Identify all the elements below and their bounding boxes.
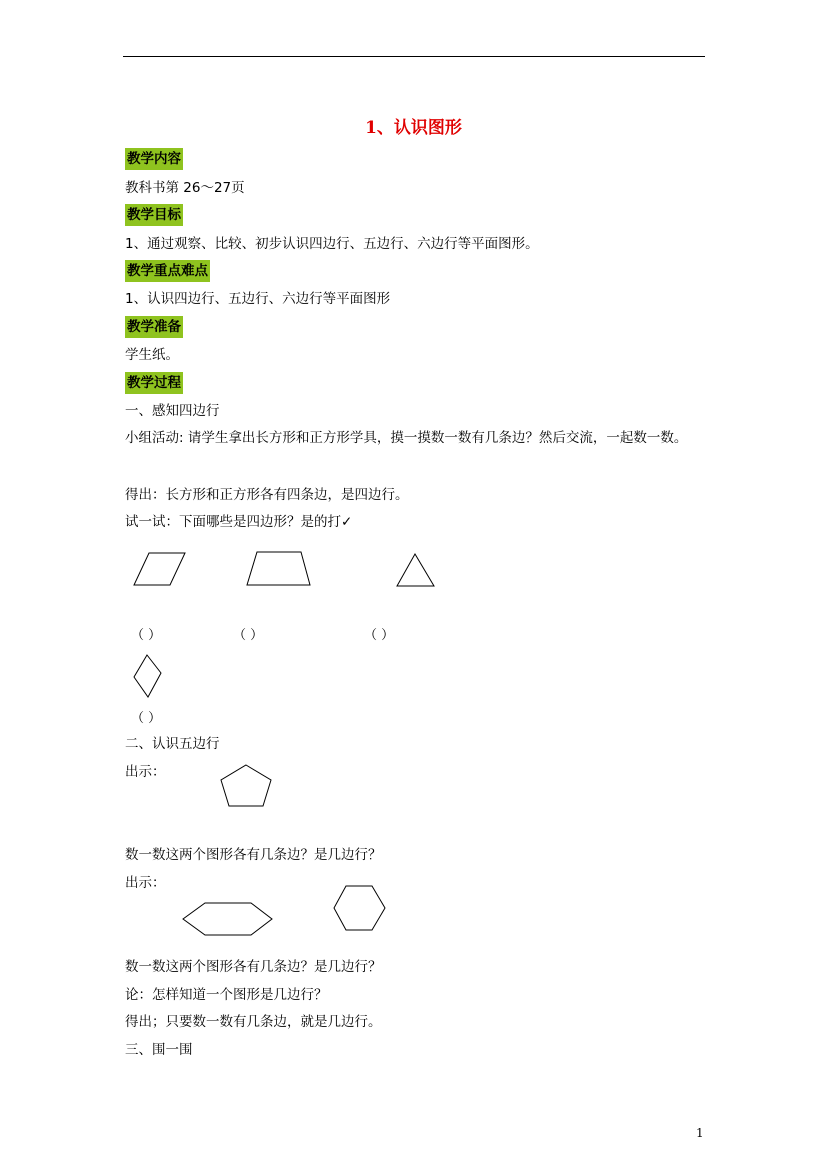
section-heading-key <box>125 262 210 280</box>
conclusion2-text: 得出；只要数一数有几条边，就是几边行。 <box>125 1014 382 1030</box>
step1-heading: 一、感知四边行 <box>125 403 220 419</box>
rhombus-shape <box>133 654 163 699</box>
section-heading-process <box>125 374 183 392</box>
content-text: 教科书第 26～27页 <box>125 180 245 196</box>
long-hexagon-shape <box>182 902 274 938</box>
prep-text: 学生纸。 <box>125 347 179 363</box>
heading-highlight: 教学重点难点 <box>125 260 210 282</box>
heading-highlight: 教学过程 <box>125 372 183 394</box>
page-title: 1、认识图形 <box>365 118 462 138</box>
pentagon-shape <box>220 764 274 808</box>
answer-blank: （ ） <box>131 628 162 643</box>
heading-highlight: 教学内容 <box>125 148 183 170</box>
header-rule <box>123 56 705 57</box>
hexagon-shape <box>333 885 387 931</box>
checkmark-icon: ✓ <box>341 514 353 530</box>
try-text <box>125 513 352 531</box>
show1-text: 出示： <box>125 764 166 780</box>
show2-text: 出示： <box>125 875 166 891</box>
question2-text: 数一数这两个图形各有几条边？是几边行？ <box>125 959 382 975</box>
step2-heading: 二、认识五边行 <box>125 736 220 752</box>
question1-text: 数一数这两个图形各有几条边？是几边行？ <box>125 847 382 863</box>
section-heading-content <box>125 150 183 168</box>
page-number: 1 <box>696 1126 704 1140</box>
key-text: 1、认识四边行、五边行、六边行等平面图形 <box>125 291 391 307</box>
activity-text: 小组活动: 请学生拿出长方形和正方形学具，摸一摸数一数有几条边？然后交流，一起数一数。 <box>125 430 688 446</box>
try-label: 试一试：下面哪些是四边形？是的打 <box>125 514 341 530</box>
goal-text: 1、通过观察、比较、初步认识四边行、五边行、六边行等平面图形。 <box>125 236 539 252</box>
discuss-text: 论：怎样知道一个图形是几边行？ <box>125 987 328 1003</box>
heading-highlight: 教学目标 <box>125 204 183 226</box>
section-heading-prep <box>125 318 183 336</box>
section-heading-goal <box>125 206 183 224</box>
answer-blank: （ ） <box>364 628 395 643</box>
conclusion1-text: 得出：长方形和正方形各有四条边，是四边行。 <box>125 487 409 503</box>
triangle-shape <box>396 553 436 587</box>
heading-highlight: 教学准备 <box>125 316 183 338</box>
answer-blank: （ ） <box>131 711 162 726</box>
answer-blank: （ ） <box>233 628 264 643</box>
trapezoid-shape <box>246 551 312 586</box>
step3-heading: 三、围一围 <box>125 1042 193 1058</box>
parallelogram-shape <box>133 552 187 586</box>
